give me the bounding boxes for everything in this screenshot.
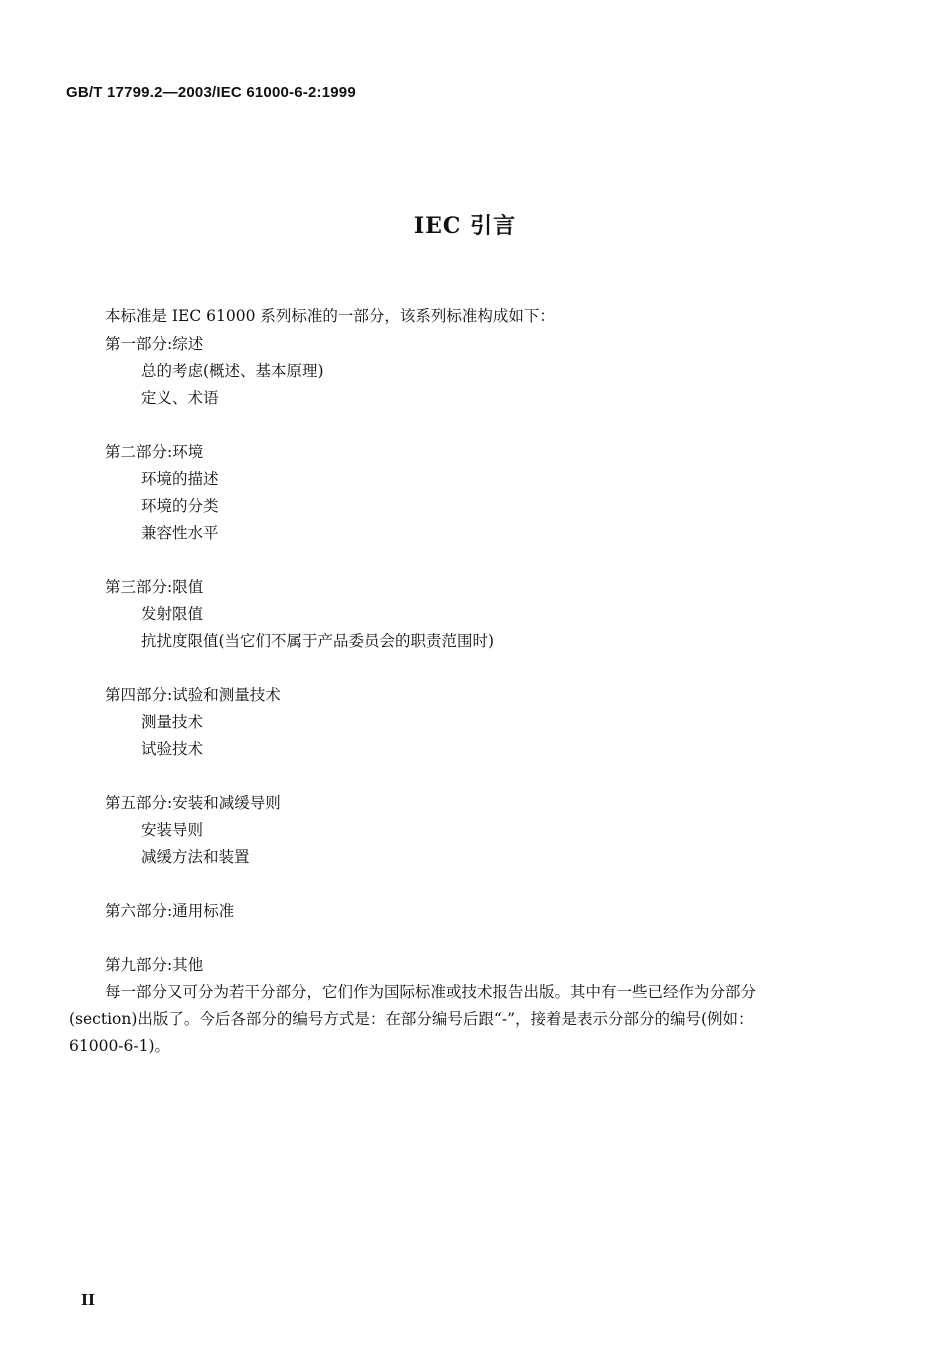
part-item: 发射限值: [141, 605, 204, 623]
part-item: 环境的描述: [141, 470, 219, 488]
part-heading: 第一部分:综述: [105, 335, 204, 353]
part-item: 环境的分类: [141, 497, 219, 515]
part-item: 定义、术语: [141, 389, 219, 407]
page-title: IEC 引言: [413, 213, 517, 239]
closing-paragraph-line: (section)出版了。今后各部分的编号方式是：在部分编号后跟“-”，接着是表示分部分的编号(例如：: [69, 1010, 754, 1028]
part-heading: 第九部分:其他: [105, 956, 204, 974]
intro-paragraph: 本标准是 IEC 61000 系列标准的一部分，该系列标准构成如下：: [105, 307, 555, 325]
page-number: II: [81, 1291, 96, 1309]
part-item: 抗扰度限值(当它们不属于产品委员会的职责范围时): [141, 632, 495, 650]
part-item: 兼容性水平: [141, 524, 219, 542]
part-heading: 第五部分:安装和减缓导则: [105, 794, 281, 812]
part-heading: 第二部分:环境: [105, 443, 204, 461]
part-heading: 第六部分:通用标准: [105, 902, 235, 920]
part-heading: 第四部分:试验和测量技术: [105, 686, 281, 704]
part-item: 减缓方法和装置: [141, 848, 250, 866]
part-item: 试验技术: [141, 740, 204, 758]
part-heading: 第三部分:限值: [105, 578, 204, 596]
part-item: 测量技术: [141, 713, 204, 731]
closing-paragraph-line: 每一部分又可分为若干分部分，它们作为国际标准或技术报告出版。其中有一些已经作为分部分: [105, 983, 757, 1001]
part-item: 安装导则: [141, 821, 204, 839]
closing-paragraph-line: 61000-6-1)。: [69, 1037, 171, 1055]
part-item: 总的考虑(概述、基本原理): [141, 362, 324, 380]
standard-number-header: GB/T 17799.2—2003/IEC 61000-6-2:1999: [66, 84, 356, 101]
